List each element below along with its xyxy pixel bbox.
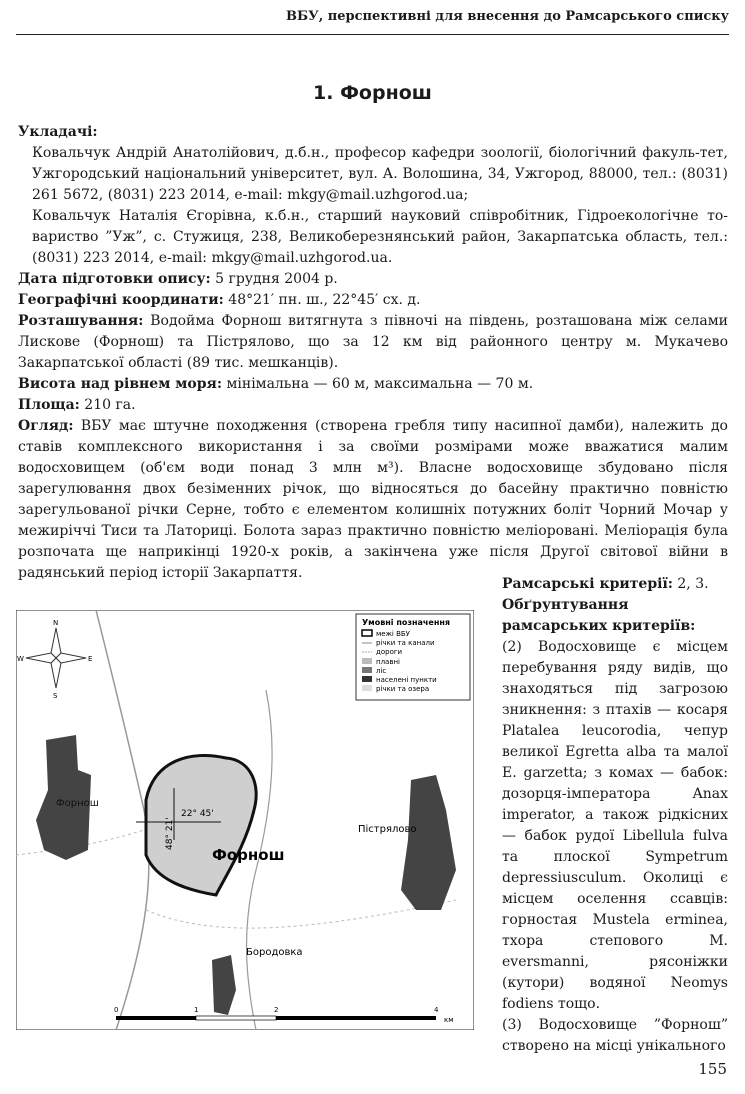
main-text <box>18 122 728 584</box>
legend-item: межі ВБУ <box>376 630 410 638</box>
compilers-label: Укладачі: <box>18 124 98 140</box>
justification-p2: (3) Водосховище ”Форнош” створено на місці унікального <box>502 1017 728 1054</box>
scale-tick: 0 <box>114 1006 119 1014</box>
lat-label: 48° 21' <box>165 817 175 850</box>
justification-label: Обґрунтування рамсарських критеріїв: <box>502 597 696 634</box>
compiler-1: Ковальчук Андрій Анатолійович, д.б.н., професор кафедри зоології, біологічний факуль-тет, Ужгородський національний університет, вул. А. Волошина, 34, Ужгород, 88000, тел.: (8031) 261 5672, (8031) 223 2014, e-mail: mkgy@mail.uzhgorod.ua; <box>32 145 728 203</box>
scale-tick: 4 <box>434 1006 439 1014</box>
legend-item: річки та озера <box>376 685 430 693</box>
legend-item: ліс <box>376 667 387 675</box>
page-number: 155 <box>698 1060 727 1078</box>
coords-label: Географічні координати: <box>18 292 224 308</box>
altitude-label: Висота над рівнем моря: <box>18 376 223 392</box>
justification-p1: (2) Водосховище є місцем перебування ряду видів, що знаходяться під загрозою зникнення: з птахів — косаря Platalea leucorodia, чепур великої Egretta alba та малої E. garzetta; з комах — бабок: дозорця-імператора Anax imperator, а також рідкісних — бабок рудої Libellula fulva та плоскої Sympetrum depressiusculum. Околиці є місцем оселення ссавців: горностая Mustela erminea, тхора степового M. eversmanni, рясоніжки (кутори) водяної Neomys fodiens тощо. <box>502 639 728 1012</box>
altitude-value: мінімальна — 60 м, максимальна — 70 м. <box>226 376 534 392</box>
criteria-value: 2, 3. <box>677 576 709 592</box>
legend-item: річки та канали <box>376 639 435 647</box>
map-legend <box>356 614 470 700</box>
legend-item: плавні <box>376 658 400 666</box>
label-pistryalovo: Пістрялово <box>358 824 417 835</box>
label-fornosh: Форнош <box>212 846 285 864</box>
area-label: Площа: <box>18 397 80 413</box>
scale-tick: 2 <box>274 1006 279 1014</box>
overview-value: ВБУ має штучне походження (створена гребля типу насипної дамби), належить до ставів комплексного використання і за своїми розмірами може вважатися малим водосховищем (об'єм води понад 3 млн м³). Власне водосховище збудовано після зарегулювання двох безіменних річок, що відносяться до басейну практично повністю зарегульованої річки Серне, тобто є елементом колишніх потужних боліт Чорний Мочар у межиріччі Тиси та Латориці. Болота зараз практично повністю меліоровані. Меліорація була розпочата ще наприкінці 1920-х років, а закінчена уже після Другої світової війни в радянський період історії Закарпаття. <box>18 418 728 581</box>
label-borodovka: Бородовка <box>246 947 303 958</box>
compass-n: N <box>53 619 59 627</box>
legend-item: населені пункти <box>376 676 437 684</box>
criteria-label: Рамсарські критерії: <box>502 576 673 592</box>
running-header <box>16 0 729 35</box>
scale-unit: км <box>444 1016 454 1024</box>
compass-s: S <box>53 692 58 700</box>
page-title: 1. Форнош <box>313 82 432 104</box>
overview-label: Огляд: <box>18 418 74 434</box>
lon-label: 22° 45' <box>181 809 214 819</box>
compiler-2: Ковальчук Наталія Єгорівна, к.б.н., старший науковий співробітник, Гідроекологічне то-вариство ”Уж”, с. Стужиця, 238, Великоберезнянський район, Закарпатська область, тел.: (8031) 223 2014, e-mail: mkgy@mail.uzhgorod.ua. <box>32 208 728 266</box>
header-text: ВБУ, перспективні для внесення до Рамсарського списку <box>286 9 729 24</box>
date-value: 5 грудня 2004 р. <box>215 271 338 287</box>
criteria-column <box>502 574 728 1057</box>
compass-w: W <box>17 655 24 663</box>
location-value: Водойма Форнош витягнута з півночі на південь, розташована між селами Лискове (Форнош) та Пістрялово, що за 12 км від районного центру м. Мукачево Закарпатської області (89 тис. мешканців). <box>18 313 729 371</box>
location-label: Розташування: <box>18 313 144 329</box>
scale-tick: 1 <box>194 1006 199 1014</box>
area-value: 210 га. <box>84 397 136 413</box>
site-map <box>16 610 474 1030</box>
coords-value: 48°21′ пн. ш., 22°45′ сх. д. <box>228 292 421 308</box>
compass-e: E <box>88 655 93 663</box>
legend-item: дороги <box>376 648 403 656</box>
date-label: Дата підготовки опису: <box>18 271 211 287</box>
label-fornosh-village: Форнош <box>56 798 99 809</box>
legend-title: Умовні позначення <box>362 618 451 627</box>
